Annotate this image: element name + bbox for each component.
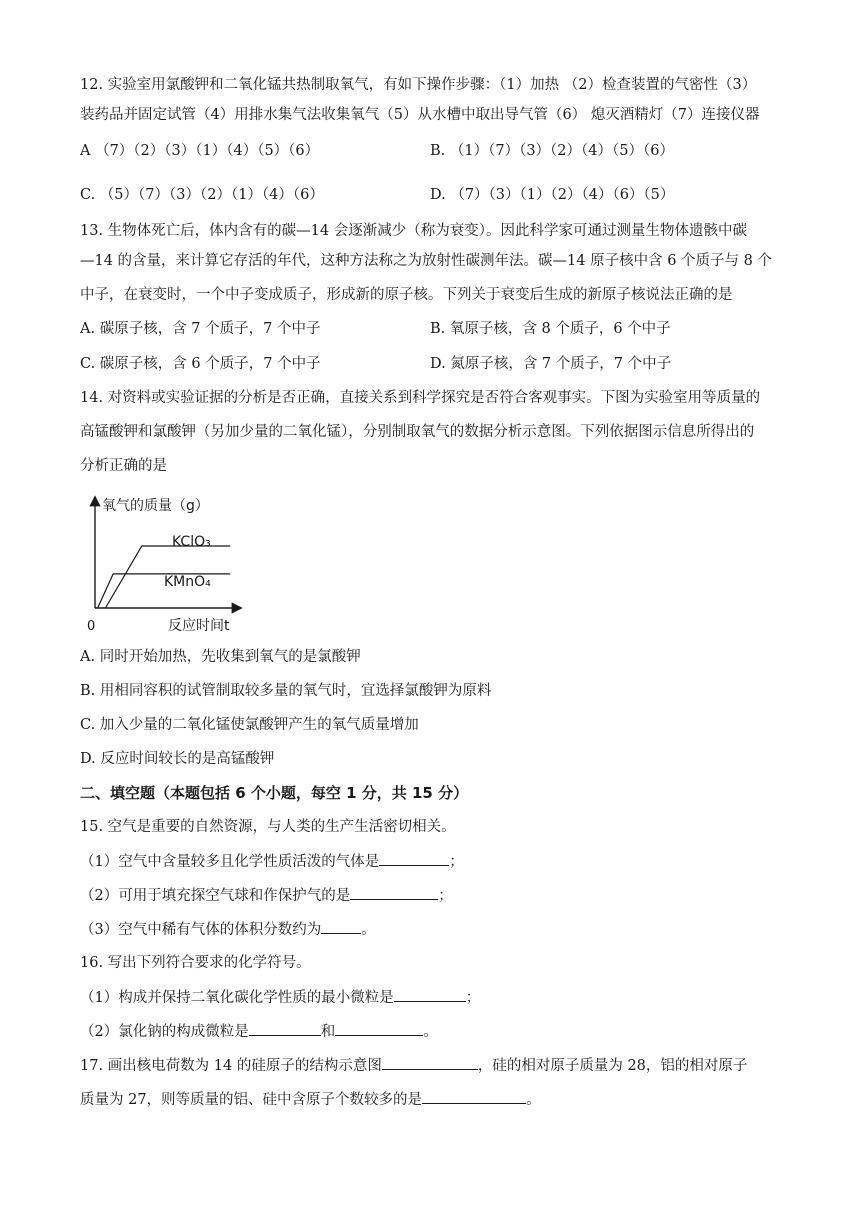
q16-answer-blank-2[interactable]	[249, 1020, 321, 1036]
q16-sub2-text: （2）氯化钠的构成微粒是	[80, 1024, 249, 1040]
q13-option-b: B. 氧原子核，含 8 个质子，6 个中子	[430, 321, 671, 337]
q13-stem-line2: —14 的含量，来计算它存活的年代，这种方法称之为放射性碳测年法。碳—14 原子核中含 6 个质子与 8 个	[80, 253, 773, 269]
q16-sub2	[80, 1020, 438, 1043]
q15-answer-blank-3[interactable]	[321, 918, 361, 934]
q15-answer-blank-2[interactable]	[350, 884, 438, 900]
q12-option-b: B. （1）（7）（3）（2）（4）（5）（6）	[430, 143, 674, 159]
q16-sub1-text: （1）构成并保持二氧化碳化学性质的最小微粒是	[80, 990, 394, 1006]
q15-sub1-end: ；	[449, 854, 464, 870]
origin-label: 0	[87, 619, 96, 634]
q12-stem-line2: 装药品并固定试管（4）用排水集气法收集氧气（5）从水槽中取出导气管（6） 熄灭酒精灯（7）连接仪器	[80, 107, 760, 123]
q13-stem-line3: 中子，在衰变时，一个中子变成质子，形成新的原子核。下列关于衰变后生成的新原子核说法正确的是	[80, 287, 733, 303]
q17-line1-rest: ，硅的相对原子质量为 28，铝的相对原子	[477, 1058, 748, 1074]
q17-line2	[80, 1088, 541, 1111]
q15-stem: 15. 空气是重要的自然资源，与人类的生产生活密切相关。	[80, 819, 456, 835]
q17-line2-end: 。	[526, 1092, 541, 1108]
q15-sub3	[80, 918, 376, 941]
q17-line1	[80, 1054, 747, 1077]
oxygen-mass-chart	[80, 488, 260, 638]
q13-stem-line1: 13. 生物体死亡后，体内含有的碳—14 会逐渐减少（称为衰变）。因此科学家可通过测量生物体遗骸中碳	[80, 223, 747, 239]
kclo3-series-label: KClO₃	[172, 534, 211, 550]
q14-stem-line2: 高锰酸钾和氯酸钾（另加少量的二氧化锰），分别制取氧气的数据分析示意图。下列依据图示信息所得出的	[80, 424, 755, 440]
q15-sub3-text: （3）空气中稀有气体的体积分数约为	[80, 922, 322, 938]
q17-line1-text: 17. 画出核电荷数为 14 的硅原子的结构示意图	[80, 1058, 382, 1074]
kmno4-series-label: KMnO₄	[164, 574, 211, 590]
x-axis-label: 反应时间t	[168, 618, 230, 634]
q16-answer-blank-1[interactable]	[394, 986, 466, 1002]
q16-sub1-end: ；	[465, 990, 481, 1006]
q12-option-c: C. （5）（7）（3）（2）（1）（4）（6）	[80, 187, 324, 203]
q13-option-a: A. 碳原子核，含 7 个质子，7 个中子	[80, 321, 321, 337]
q12-stem-line1: 12. 实验室用氯酸钾和二氧化锰共热制取氧气，有如下操作步骤：（1）加热 （2）检查装置的气密性（3）	[80, 77, 757, 93]
q15-sub2-end: ；	[438, 888, 453, 904]
q14-stem-line1: 14. 对资料或实验证据的分析是否正确，直接关系到科学探究是否符合客观事实。下图为实验室用等质量的	[80, 390, 761, 406]
q14-option-b: B. 用相同容积的试管制取较多量的氧气时，宜选择氯酸钾为原料	[80, 683, 492, 699]
q16-sub2-mid: 和	[320, 1024, 336, 1040]
q16-sub1	[80, 986, 480, 1009]
q15-sub2	[80, 884, 453, 907]
q13-option-d: D. 氮原子核，含 7 个质子，7 个中子	[430, 356, 672, 372]
section-heading: 二、填空题（本题包括 6 个小题，每空 1 分，共 15 分）	[80, 784, 469, 802]
q14-option-c: C. 加入少量的二氧化锰使氯酸钾产生的氧气质量增加	[80, 717, 419, 733]
q16-sub2-end: 。	[423, 1024, 438, 1040]
q14-option-a: A. 同时开始加热，先收集到氧气的是氯酸钾	[80, 649, 361, 665]
q16-answer-blank-3[interactable]	[335, 1020, 423, 1036]
q14-stem-line3: 分析正确的是	[80, 458, 167, 474]
q15-sub1-text: （1）空气中含量较多且化学性质活泼的气体是	[80, 854, 380, 870]
q14-option-d: D. 反应时间较长的是高锰酸钾	[80, 751, 275, 767]
q17-answer-blank-1[interactable]	[382, 1054, 478, 1070]
q13-option-c: C. 碳原子核，含 6 个质子，7 个中子	[80, 356, 321, 372]
y-axis-label: 氧气的质量（g）	[102, 498, 209, 514]
q15-sub2-text: （2）可用于填充探空气球和作保护气的是	[80, 888, 351, 904]
q15-sub1	[80, 850, 464, 873]
q12-option-a: A （7）（2）（3）（1）（4）（5）（6）	[80, 143, 320, 159]
q15-sub3-end: 。	[361, 922, 376, 938]
q16-stem: 16. 写出下列符合要求的化学符号。	[80, 955, 311, 971]
q17-answer-blank-2[interactable]	[422, 1088, 526, 1104]
q15-answer-blank-1[interactable]	[379, 850, 449, 866]
q17-line2-text: 质量为 27，则等质量的铝、硅中含原子个数较多的是	[80, 1092, 423, 1108]
q12-option-d: D. （7）（3）（1）（2）（4）（6）（5）	[430, 187, 675, 203]
